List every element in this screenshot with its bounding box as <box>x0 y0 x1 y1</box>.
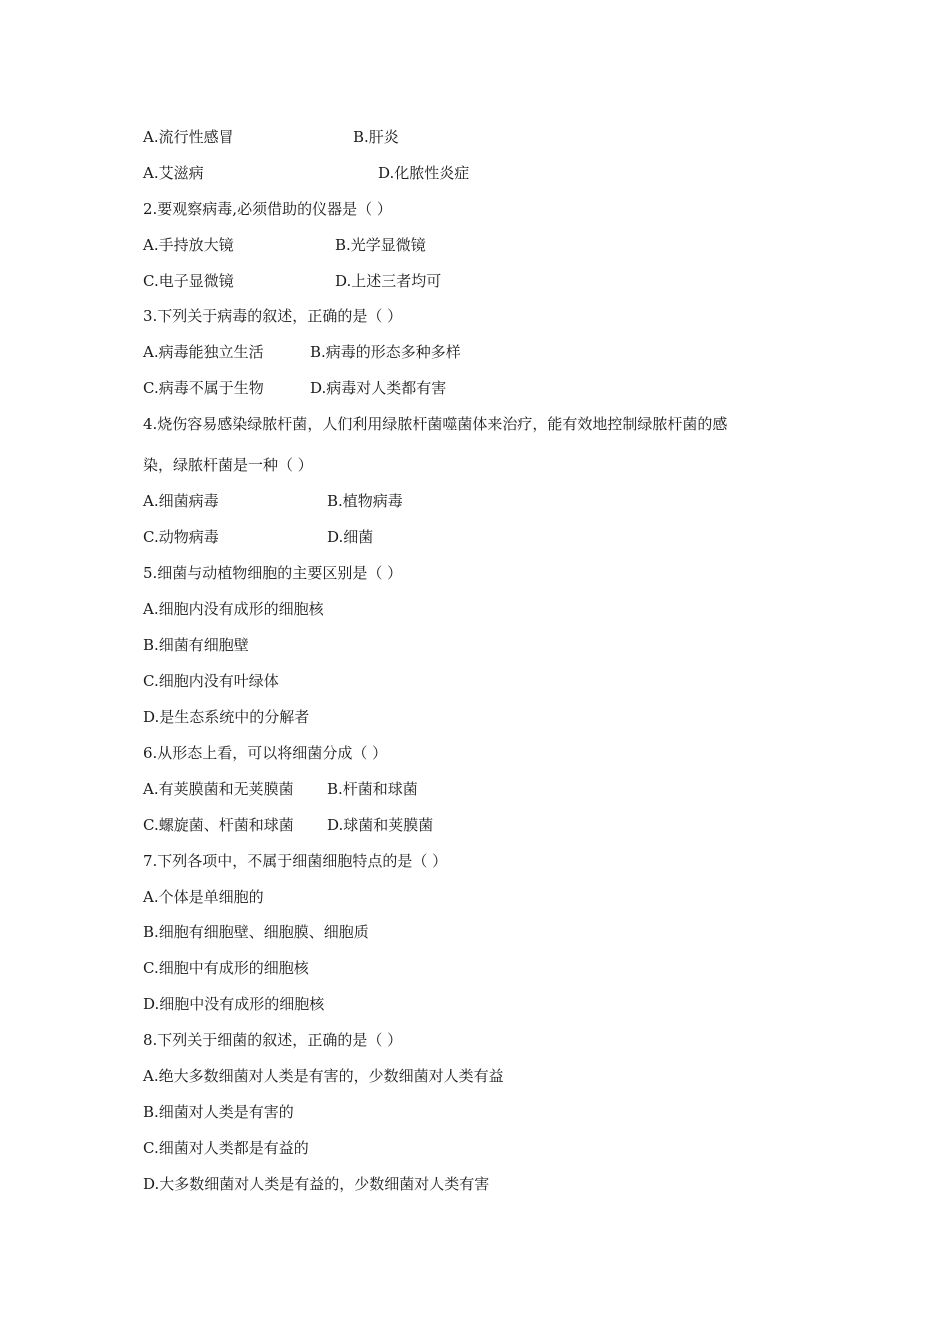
question-2-options-row-1 <box>143 235 426 255</box>
question-1-options-row-1 <box>143 127 399 147</box>
question-1-options-row-2 <box>143 163 470 183</box>
question-5-option-c: C.细胞内没有叶绿体 <box>143 672 279 690</box>
question-6-options-row-2 <box>143 815 434 835</box>
question-8-option-b: B.细菌对人类是有害的 <box>143 1103 294 1121</box>
option-text: A.细菌病毒 <box>143 492 219 510</box>
option-text: C.病毒不属于生物 <box>143 379 264 397</box>
option-text: B.杆菌和球菌 <box>327 780 418 798</box>
option-text: B.病毒的形态多种多样 <box>310 343 461 361</box>
question-7-stem: 7.下列各项中，不属于细菌细胞特点的是（ ） <box>143 852 448 870</box>
option-text: C.动物病毒 <box>143 528 219 546</box>
question-7-option-a: A.个体是单细胞的 <box>143 888 264 906</box>
question-5-option-a: A.细胞内没有成形的细胞核 <box>143 600 324 618</box>
option-text: C.电子显微镜 <box>143 272 234 290</box>
option-text: B.肝炎 <box>353 128 399 146</box>
question-6-stem: 6.从形态上看，可以将细菌分成（ ） <box>143 744 388 762</box>
option-text: B.光学显微镜 <box>335 236 426 254</box>
option-text: D.细菌 <box>327 528 374 546</box>
question-8-option-a: A.绝大多数细菌对人类是有害的，少数细菌对人类有益 <box>143 1067 504 1085</box>
question-3-stem: 3.下列关于病毒的叙述，正确的是（ ） <box>143 307 403 325</box>
option-text: D.化脓性炎症 <box>378 164 470 182</box>
question-2-options-row-2 <box>143 271 442 291</box>
question-8-stem: 8.下列关于细菌的叙述，正确的是（ ） <box>143 1031 403 1049</box>
option-text: D.球菌和荚膜菌 <box>327 816 434 834</box>
option-text: D.病毒对人类都有害 <box>310 379 447 397</box>
question-8-option-d: D.大多数细菌对人类是有益的，少数细菌对人类有害 <box>143 1175 490 1193</box>
question-5-stem: 5.细菌与动植物细胞的主要区别是（ ） <box>143 564 403 582</box>
question-5-option-b: B.细菌有细胞壁 <box>143 636 249 654</box>
question-7-option-d: D.细胞中没有成形的细胞核 <box>143 995 325 1013</box>
option-text: A.手持放大镜 <box>143 236 234 254</box>
question-3-options-row-1 <box>143 342 461 362</box>
question-6-options-row-1 <box>143 779 418 799</box>
question-7-option-b: B.细胞有细胞壁、细胞膜、细胞质 <box>143 923 369 941</box>
option-text: C.螺旋菌、杆菌和球菌 <box>143 816 294 834</box>
question-2-stem: 2.要观察病毒,必须借助的仪器是（ ） <box>143 200 392 218</box>
option-text: A.流行性感冒 <box>143 128 234 146</box>
question-3-options-row-2 <box>143 378 447 398</box>
question-8-option-c: C.细菌对人类都是有益的 <box>143 1139 309 1157</box>
question-7-option-c: C.细胞中有成形的细胞核 <box>143 959 309 977</box>
option-text: A.有荚膜菌和无荚膜菌 <box>143 780 294 798</box>
question-4-options-row-1 <box>143 491 403 511</box>
question-5-option-d: D.是生态系统中的分解者 <box>143 708 310 726</box>
option-text: A.艾滋病 <box>143 164 204 182</box>
option-text: D.上述三者均可 <box>335 272 442 290</box>
question-4-stem-line-1: 4.烧伤容易感染绿脓杆菌，人们利用绿脓杆菌噬菌体来治疗，能有效地控制绿脓杆菌的感 <box>143 415 728 433</box>
option-text: A.病毒能独立生活 <box>143 343 264 361</box>
question-4-options-row-2 <box>143 527 374 547</box>
question-4-stem-line-2: 染，绿脓杆菌是一种（ ） <box>143 456 313 474</box>
option-text: B.植物病毒 <box>327 492 403 510</box>
